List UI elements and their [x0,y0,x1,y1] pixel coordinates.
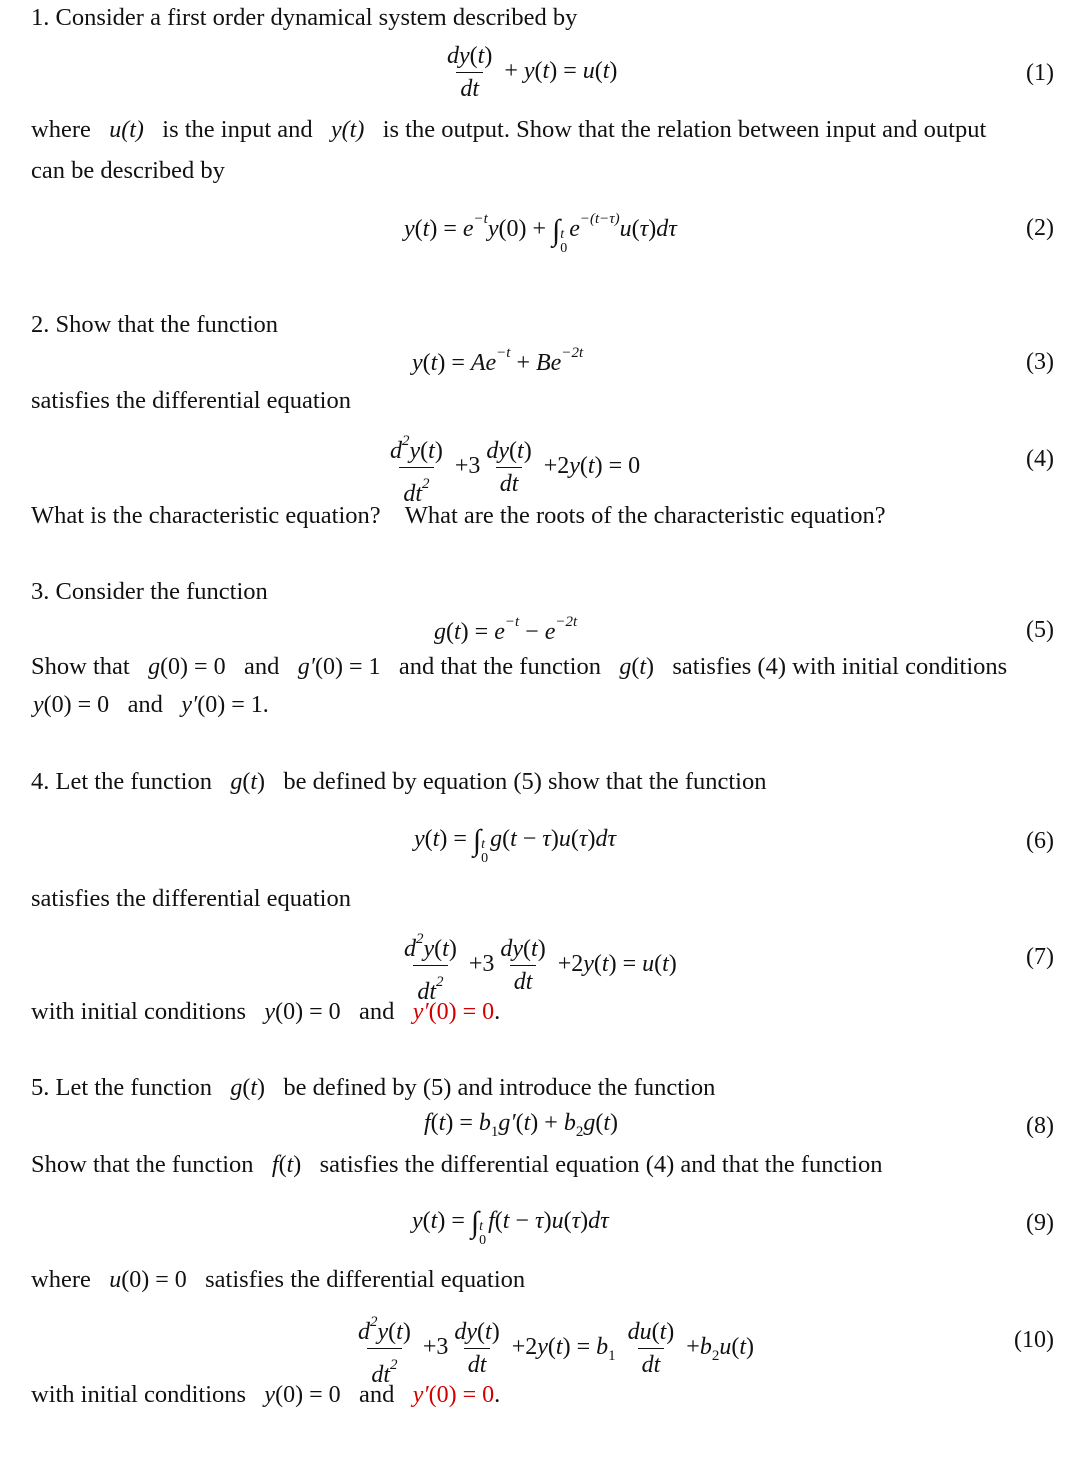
equation-1-number: (1) [1026,60,1054,86]
equation-8-number: (8) [1026,1113,1054,1139]
show-text: Show that the function [31,1151,254,1178]
problem-2-satisfies: satisfies the differential equation [31,387,351,414]
problem-2-intro: 2. Show that the function [31,311,279,338]
intro-text: 4. Let the function [31,768,212,795]
equation-10: $\frac{d^2y(t)}{dt^2}$ +3 $\frac{dy(t)}{dt}$ $+2y(t) = b_1$ $\frac{du(t)}{dt}$ $+b_2u(t)$ [358,1314,754,1388]
and-text: and [358,998,395,1025]
problem-4-ic-line: with initial conditions y(0) = 0 and y′(0) = 0. [31,998,501,1025]
problem-5-intro: 5. Let the function g(t) be defined by (5) and introduce the function [31,1074,716,1101]
problem-3-show-line: Show that g(0) = 0 and g′(0) = 1 and that the function g(t) satisfies (4) with initial conditions [31,653,1008,680]
characteristic-question: What is the characteristic equation? [31,502,381,529]
intro-text-cont: be defined by (5) and introduce the function [283,1074,716,1101]
equation-7-number: (7) [1026,944,1054,970]
is-output-text: is the output. Show that the relation between input and output [382,116,987,143]
is-input-text: is the input and [162,116,313,143]
equation-3-number: (3) [1026,349,1054,375]
equation-1: $\frac{dy(t)}{dt}$ + y(t) = u(t) [447,43,618,102]
where-text: where [31,116,91,143]
highlighted-ic: y′(0) = 0 [412,1382,495,1408]
with-ic-text: with initial conditions [31,998,247,1025]
satisfies-ic-text: satisfies (4) with initial conditions [672,653,1008,680]
satisfies-text: satisfies the differential equation [205,1266,526,1293]
problem-3-intro: 3. Consider the function [31,578,268,605]
problem-2-questions [31,501,886,531]
problem-5-where-line: where u(0) = 0 satisfies the differential equation [31,1266,526,1293]
equation-4: $\frac{d^2y(t)}{dt^2}$ +3 $\frac{dy(t)}{dt}$ +2y(t) = 0 [390,433,641,507]
output-symbol: y(t) [331,117,365,143]
and-text: and [243,653,280,680]
equation-3: $y(t) = Ae^{-t} + Be^{-2t}$ [412,345,584,376]
problem-3-ic-line: y(0) = 0 and y′(0) = 1. [33,691,269,718]
equation-2: $y(t) = e^{-t}y(0)$ + ∫ t 0 $e^{-(t-\tau)}u(\tau)d\tau$ [404,211,677,256]
problem-1-intro: 1. Consider a first order dynamical system described by [31,4,578,31]
problem-4-satisfies: satisfies the differential equation [31,885,351,912]
equation-5-number: (5) [1026,617,1054,643]
equation-10-number: (10) [1014,1327,1054,1353]
problem-5-show-line: Show that the function f(t) satisfies the differential equation (4) and that the function [31,1151,883,1178]
input-symbol: u(t) [109,117,144,143]
and-text: and [127,691,163,718]
show-text-cont: satisfies the differential equation (4) and that the function [319,1151,883,1178]
equation-4-number: (4) [1026,446,1054,472]
equation-6-number: (6) [1026,828,1054,854]
and-function-text: and that the function [398,653,601,680]
equation-2-number: (2) [1026,215,1054,241]
show-that-text: Show that [31,653,130,680]
equation-5: $g(t) = e^{-t} - e^{-2t}$ [434,614,578,645]
problem-4-intro: 4. Let the function g(t) be defined by equation (5) show that the function [31,768,767,795]
problem-5-ic-line: with initial conditions y(0) = 0 and y′(0) = 0. [31,1381,501,1408]
equation-8: $f(t) = b_1g'(t) + b_2g(t)$ [424,1110,618,1140]
equation-7: $\frac{d^2y(t)}{dt^2}$ +3 $\frac{dy(t)}{dt}$ +2y(t) = u(t) [404,931,677,1005]
intro-text: 5. Let the function [31,1074,212,1101]
where-text: where [31,1266,91,1293]
and-text: and [358,1381,395,1408]
problem-1-where-line [31,115,986,145]
intro-text-cont: be defined by equation (5) show that the function [283,768,767,795]
equation-9: y(t) = ∫ t 0 f(t − τ)u(τ)dτ [412,1206,609,1248]
equation-9-number: (9) [1026,1210,1054,1236]
roots-question: What are the roots of the characteristic equation? [404,502,886,529]
equation-6: y(t) = ∫ t 0 g(t − τ)u(τ)dτ [414,824,617,866]
problem-1-can-be: can be described by [31,157,225,184]
with-ic-text: with initial conditions [31,1381,247,1408]
highlighted-ic: y′(0) = 0 [412,999,495,1025]
